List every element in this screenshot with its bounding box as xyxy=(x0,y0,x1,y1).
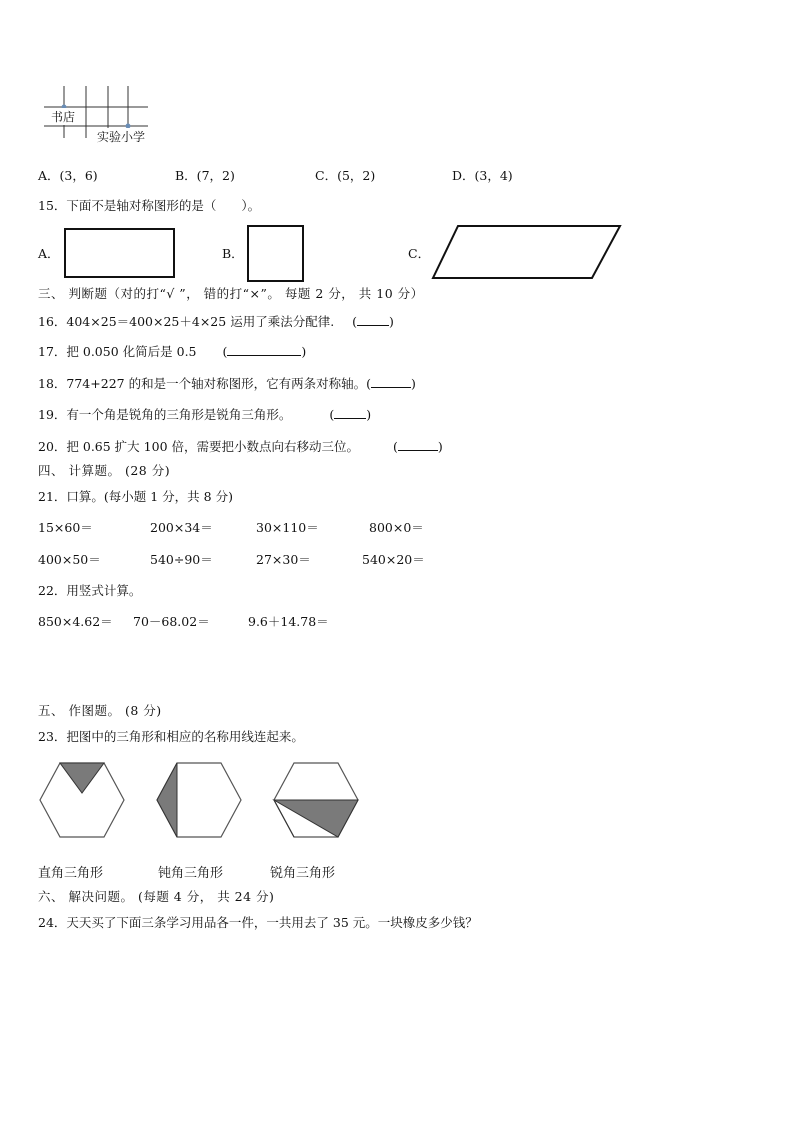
q17 xyxy=(38,343,306,360)
q16-paren-open: ( xyxy=(352,314,358,329)
q21-item-1: 15×60＝ xyxy=(38,520,93,535)
map-school-label: 实验小学 xyxy=(97,130,146,144)
q22-item-1: 850×4.62＝ xyxy=(38,614,113,629)
hexagon-figure-2 xyxy=(155,760,245,840)
q14-option-b: B．(7，2) xyxy=(175,168,235,183)
section3-heading: 三、 判断题（对的打“√ ”， 错的打“×”。 每题 2 分， 共 10 分） xyxy=(38,286,424,301)
q14-option-d: D．(3，4) xyxy=(452,168,513,183)
q16-text: 16．404×25＝400×25＋4×25 运用了乘法分配律. xyxy=(38,314,335,329)
q24-text: 24．天天买了下面三条学习用品各一件，一共用去了 35 元。一块橡皮多少钱？ xyxy=(38,915,478,930)
q15-square xyxy=(247,225,304,282)
q15-parallelogram xyxy=(430,223,624,281)
q18-paren-close: ) xyxy=(410,376,416,391)
label-right-triangle: 直角三角形 xyxy=(38,866,104,881)
q21-title: 21．口算。(每小题 1 分，共 8 分) xyxy=(38,489,233,504)
q16 xyxy=(38,313,394,330)
q20 xyxy=(38,438,443,455)
q19-answer-blank[interactable] xyxy=(334,406,366,419)
q20-paren-open: ( xyxy=(392,439,398,454)
q22-title: 22．用竖式计算。 xyxy=(38,583,142,598)
q21-item-4: 800×0＝ xyxy=(369,520,424,535)
q20-answer-blank[interactable] xyxy=(398,438,438,451)
label-acute-triangle: 锐角三角形 xyxy=(270,866,336,881)
q19-text: 19．有一个角是锐角的三角形是锐角三角形。 xyxy=(38,407,292,422)
q21-item-8: 540×20＝ xyxy=(362,552,425,567)
q20-text: 20．把 0.65 扩大 100 倍，需要把小数点向右移动三位。 xyxy=(38,439,359,454)
section4-heading: 四、 计算题。 (28 分) xyxy=(38,463,171,478)
q19 xyxy=(38,406,371,423)
section5-heading: 五、 作图题。 (8 分) xyxy=(38,703,162,718)
q22-item-3: 9.6＋14.78＝ xyxy=(248,614,329,629)
q21-item-7: 27×30＝ xyxy=(256,552,311,567)
q21-item-5: 400×50＝ xyxy=(38,552,101,567)
q17-paren-close: ) xyxy=(301,344,307,359)
q15-stem: 15．下面不是轴对称图形的是（ ）。 xyxy=(38,198,261,213)
q17-answer-blank[interactable] xyxy=(227,343,301,356)
section6-heading: 六、 解决问题。 (每题 4 分， 共 24 分) xyxy=(38,889,275,904)
q14-option-a: A．(3，6) xyxy=(38,168,98,183)
q18-paren-open: ( xyxy=(366,376,371,391)
q19-paren-close: ) xyxy=(366,407,372,422)
q15-option-b: B． xyxy=(222,246,244,261)
q21-item-2: 200×34＝ xyxy=(150,520,213,535)
q22-item-2: 70－68.02＝ xyxy=(133,614,210,629)
q18-text: 18．774+227 的和是一个轴对称图形，它有两条对称轴。 xyxy=(38,376,367,391)
q19-paren-open: ( xyxy=(329,407,335,422)
q18 xyxy=(38,375,416,392)
q15-option-a: A． xyxy=(38,246,60,261)
q16-paren-close: ) xyxy=(389,314,394,329)
q17-paren-open: ( xyxy=(222,344,228,359)
obtuse-triangle-shape xyxy=(157,763,177,837)
q15-rectangle xyxy=(64,228,175,278)
q21-item-3: 30×110＝ xyxy=(256,520,319,535)
q21-item-6: 540÷90＝ xyxy=(150,552,213,567)
q14-option-c: C．(5，2) xyxy=(315,168,376,183)
q23-title: 23．把图中的三角形和相应的名称用线连起来。 xyxy=(38,729,304,744)
q18-answer-blank[interactable] xyxy=(371,375,411,388)
map-shop-label: 书店 xyxy=(51,110,76,124)
q17-text: 17．把 0.050 化简后是 0.5 xyxy=(38,344,197,359)
q20-paren-close: ) xyxy=(437,439,443,454)
q15-option-c: C． xyxy=(408,246,431,261)
hexagon-figure-3 xyxy=(272,760,362,840)
hexagon-figure-1 xyxy=(38,760,128,840)
label-obtuse-triangle: 钝角三角形 xyxy=(158,866,224,881)
q16-answer-blank[interactable] xyxy=(357,313,389,326)
